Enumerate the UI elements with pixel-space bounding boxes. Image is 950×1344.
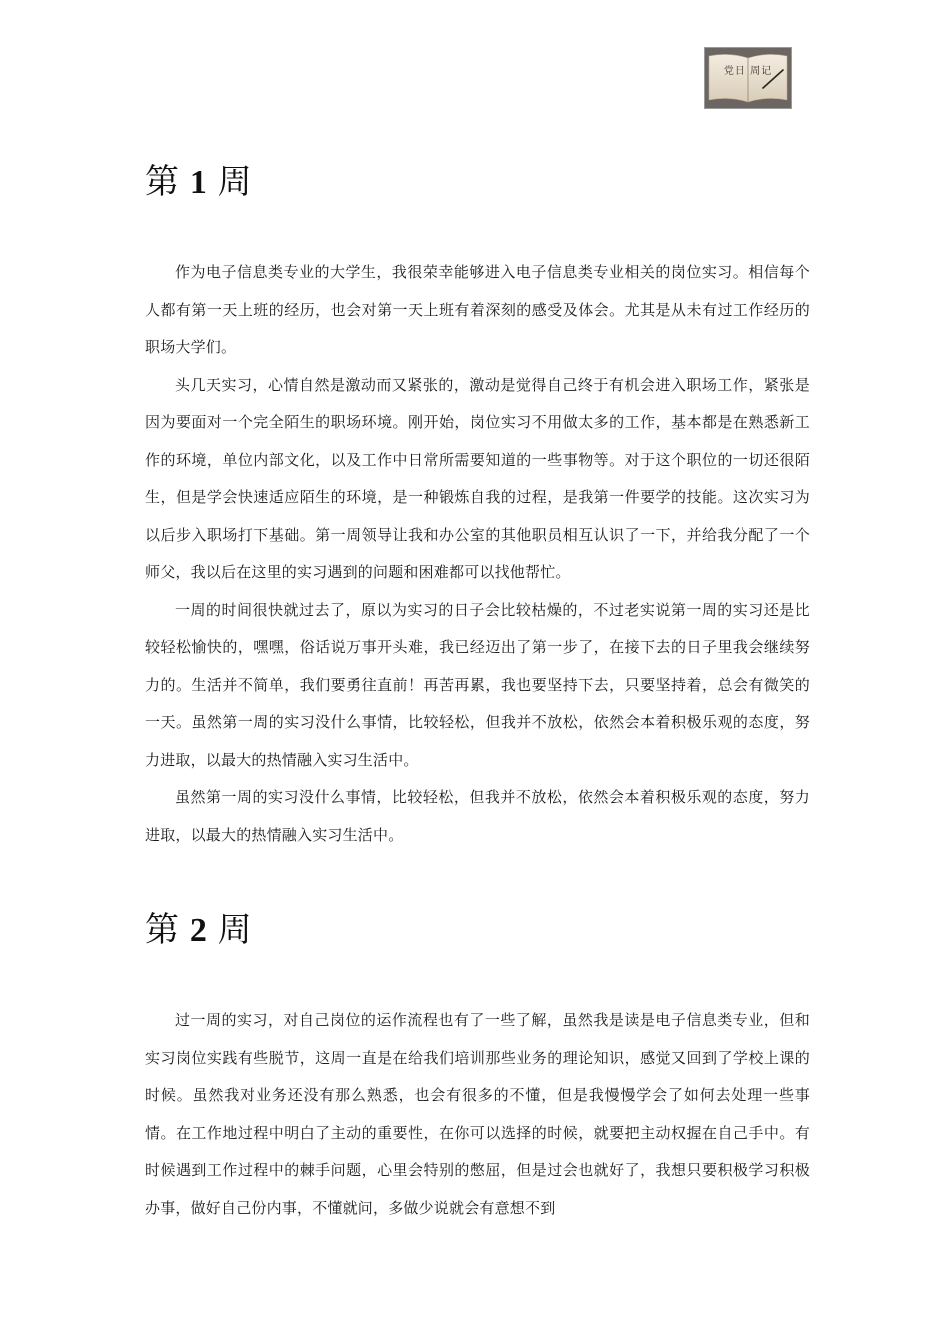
heading-suffix: 周	[217, 162, 252, 202]
open-book-icon	[705, 48, 791, 108]
paragraph: 虽然第一周的实习没什么事情，比较轻松，但我并不放松，依然会本着积极乐观的态度，努力进取，以最大的热情融入实习生活中。	[145, 788, 810, 844]
paragraph: 作为电子信息类专业的大学生，我很荣幸能够进入电子信息类专业相关的岗位实习。相信每个人都有第一天上班的经历，也会对第一天上班有着深刻的感受及体会。尤其是从未有过工作经历的职场大学们。	[145, 263, 810, 356]
notebook-logo-image	[704, 47, 792, 109]
heading-number: 2	[189, 912, 207, 949]
paragraph: 头几天实习，心情自然是激动而又紧张的，激动是觉得自己终于有机会进入职场工作，紧张是因为要面对一个完全陌生的职场环境。刚开始，岗位实习不用做太多的工作，基本都是在熟悉新工作的环境，单位内部文化，以及工作中日常所需要知道的一些事物等。对于这个职位的一切还很陌生，但是学会快速适应陌生的环境，是一种锻炼自我的过程，是我第一件要学的技能。这次实习为以后步入职场打下基础。第一周领导让我和办公室的其他职员相互认识了一下，并给我分配了一个师父，我以后在这里的实习遇到的问题和困难都可以找他帮忙。	[145, 375, 810, 581]
paragraph: 过一周的实习，对自己岗位的运作流程也有了一些了解，虽然我是读是电子信息类专业，但和实习岗位实践有些脱节，这周一直是在给我们培训那些业务的理论知识，感觉又回到了学校上课的时候。虽然我对业务还没有那么熟悉，也会有很多的不懂，但是我慢慢学会了如何去处理一些事情。在工作地过程中明白了主动的重要性，在你可以选择的时候，就要把主动权握在自己手中。有时候遇到工作过程中的棘手问题，心里会特别的憋屈，但是过会也就好了，我想只要积极学习积极办事，做好自己份内事，不懂就问，多做少说就会有意想不到	[145, 1011, 810, 1217]
heading-number: 1	[189, 164, 207, 201]
paragraph: 一周的时间很快就过去了，原以为实习的日子会比较枯燥的，不过老实说第一周的实习还是比较轻松愉快的，嘿嘿，俗话说万事开头难，我已经迈出了第一步了，在接下去的日子里我会继续努力的。生活并不简单，我们要勇往直前！再苦再累，我也要坚持下去，只要坚持着，总会有微笑的一天。虽然第一周的实习没什么事情，比较轻松，但我并不放松，依然会本着积极乐观的态度，努力进取，以最大的热情融入实习生活中。	[145, 600, 810, 769]
heading-prefix: 第	[145, 910, 179, 950]
heading-suffix: 周	[217, 910, 252, 950]
week-1-body	[145, 254, 810, 854]
logo-caption: 党日 周记	[723, 66, 773, 77]
heading-prefix: 第	[145, 162, 179, 202]
week-1-heading	[145, 162, 252, 203]
week-2-body	[145, 1002, 810, 1227]
week-2-heading	[145, 910, 252, 951]
